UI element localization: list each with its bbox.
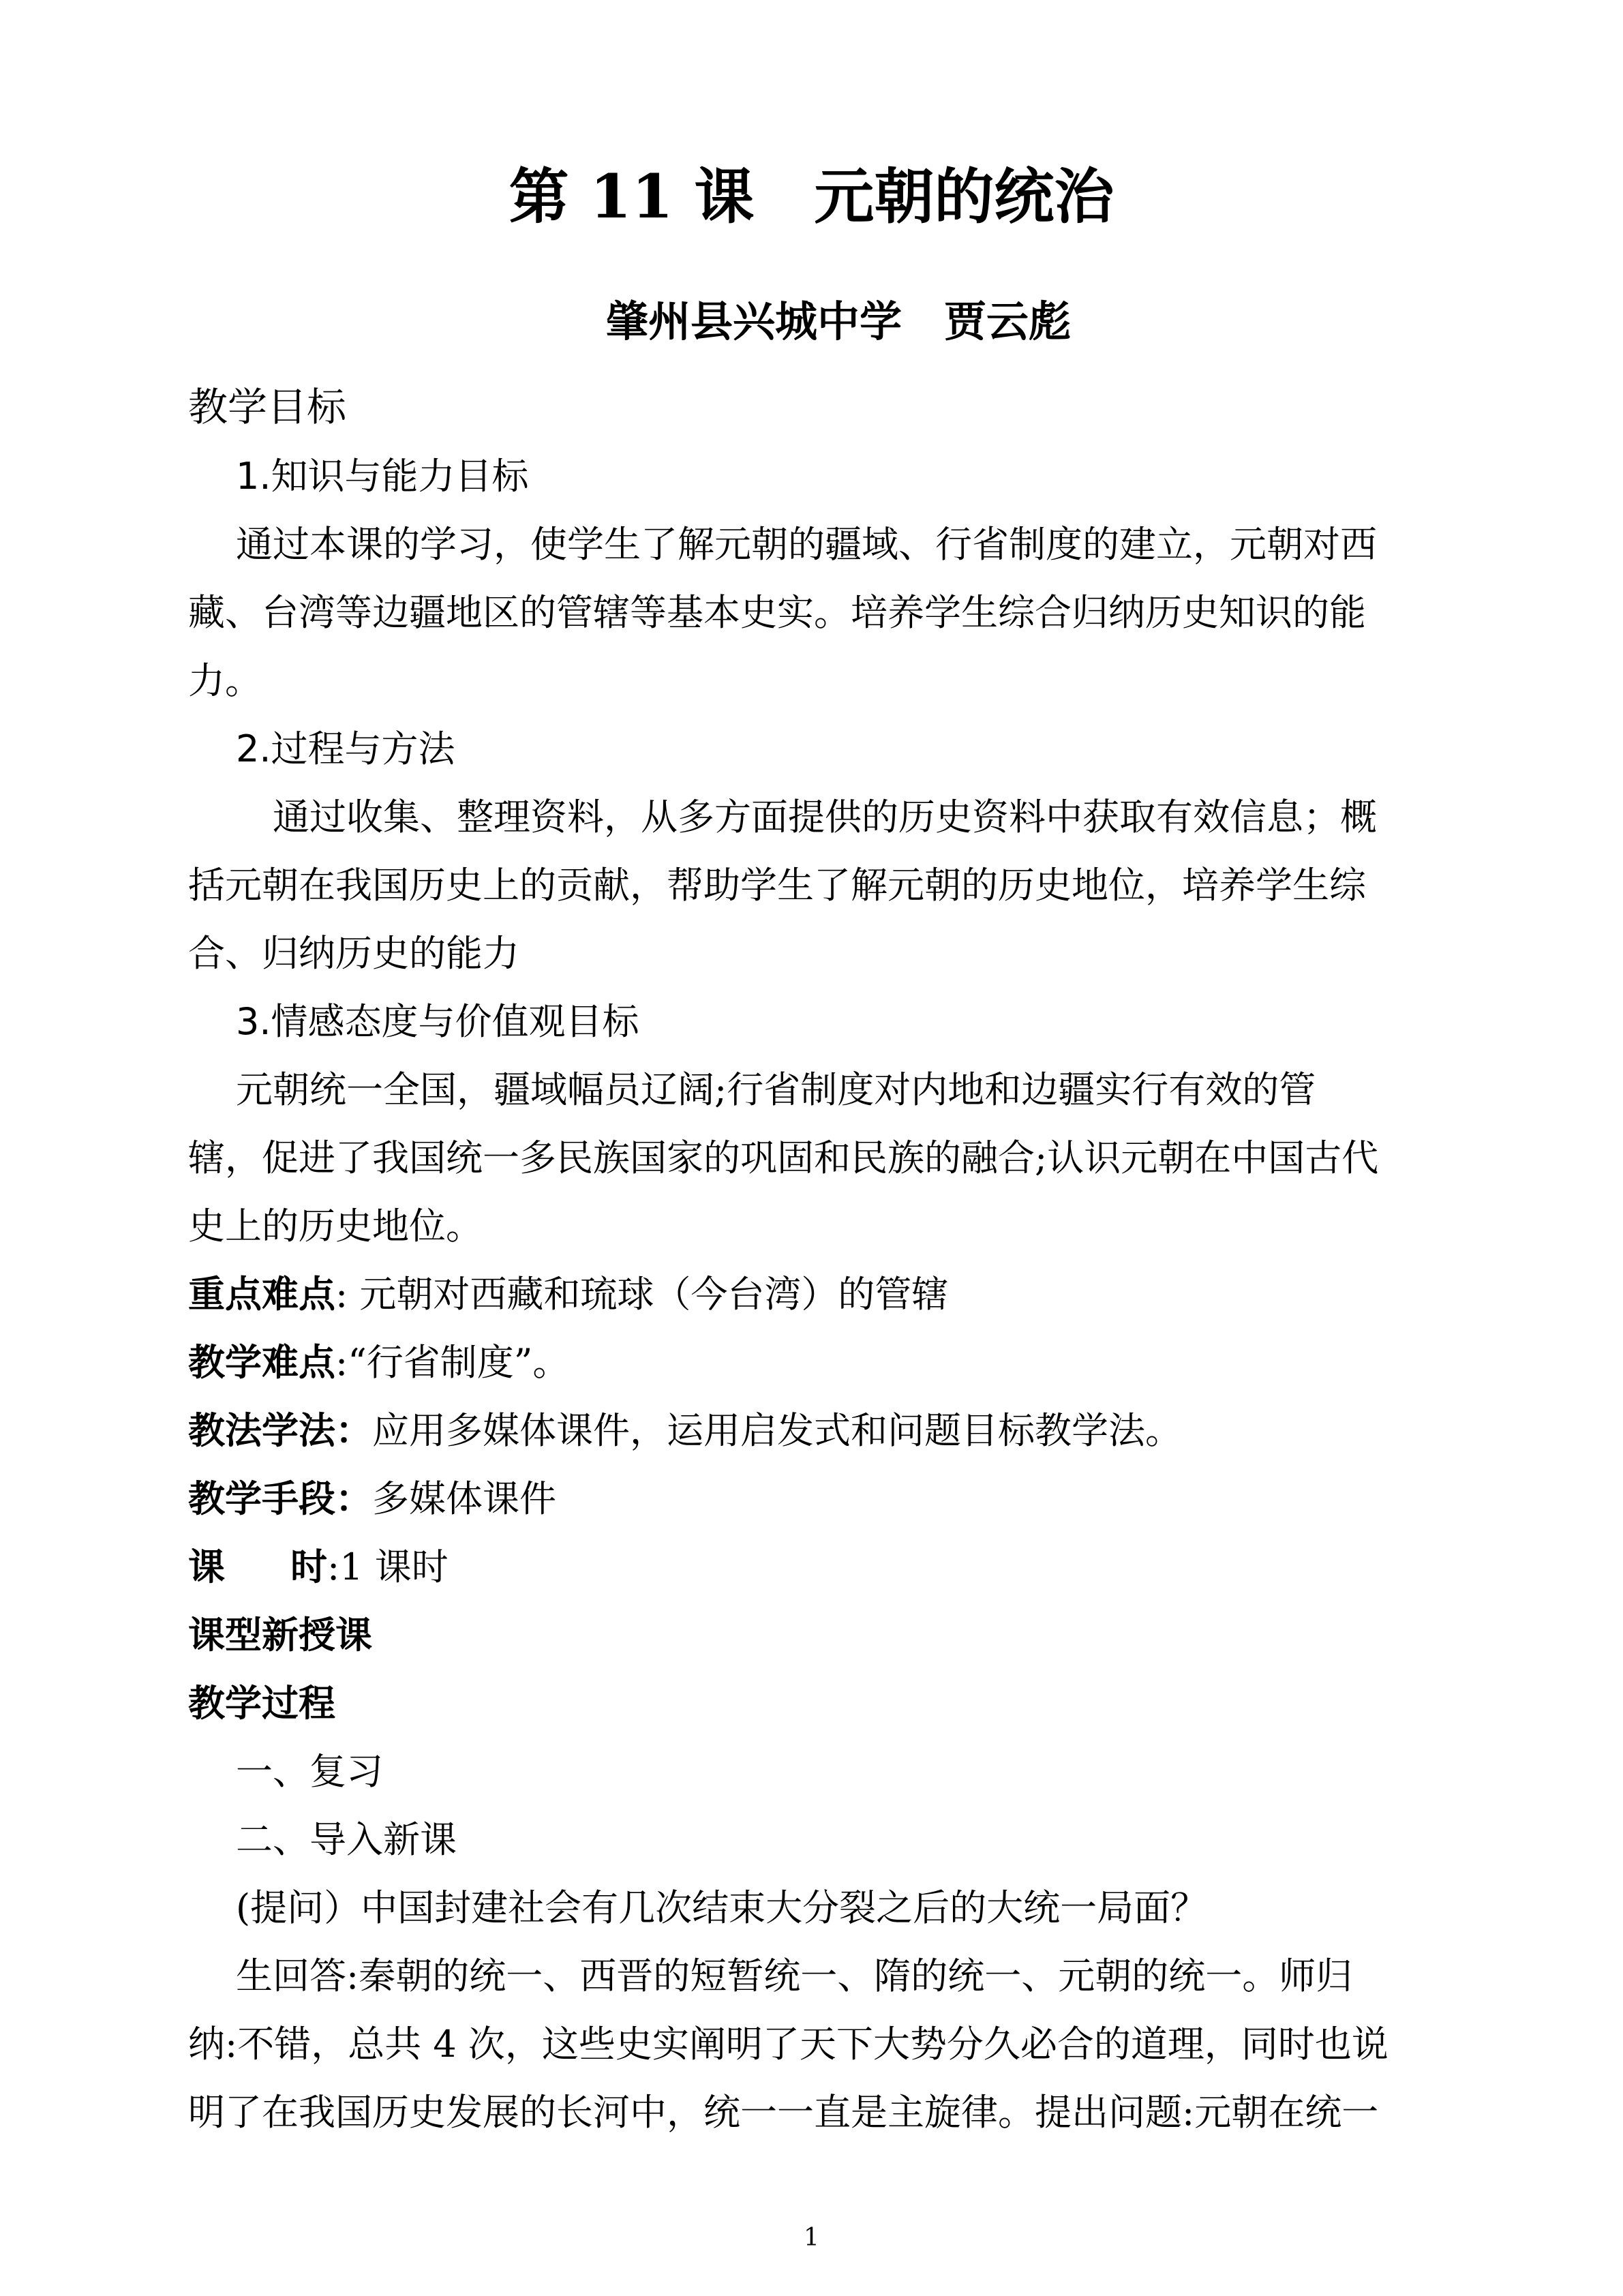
answer-text-line: 生回答:秦朝的统一、西晋的短暂统一、隋的统一、元朝的统一。师归 (236, 1954, 1353, 1997)
method-line (188, 1407, 1182, 1455)
difficulty-line (188, 1339, 569, 1387)
difficulty-label: 教学难点 (188, 1341, 335, 1384)
knowledge-text-line: 通过本课的学习，使学生了解元朝的疆域、行省制度的建立，元朝对西 (236, 523, 1377, 566)
difficulty-value: :“行省制度”。 (335, 1341, 570, 1384)
process-heading: 2.过程与方法 (236, 727, 455, 770)
answer-text-line: 明了在我国历史发展的长河中，统一一直是主旋律。提出问题:元朝在统一 (188, 2091, 1379, 2134)
emotion-text-line: 元朝统一全国，疆域幅员辽阔;行省制度对内地和边疆实行有效的管 (236, 1068, 1316, 1111)
process-text-line: 合、归纳历史的能力 (188, 932, 519, 975)
hours-line (188, 1543, 449, 1591)
means-line (188, 1475, 556, 1523)
method-label: 教法学法： (188, 1409, 372, 1452)
means-value: 多媒体课件 (372, 1477, 556, 1520)
hours-label-2: 时 (290, 1545, 327, 1588)
key-points-label: 重点难点 (188, 1273, 335, 1316)
emotion-heading: 3.情感态度与价值观目标 (236, 1000, 639, 1043)
key-points-line (188, 1271, 948, 1318)
author-line: 肇州县兴城中学 贾云彪 (605, 297, 1071, 346)
emotion-text-line: 辖，促进了我国统一多民族国家的巩固和民族的融合;认识元朝在中国古代 (188, 1136, 1379, 1179)
process-title: 教学过程 (188, 1682, 335, 1725)
method-value: 应用多媒体课件，运用启发式和问题目标教学法。 (372, 1409, 1182, 1452)
page-number: 1 (804, 2224, 819, 2252)
review-item: 一、复习 (236, 1750, 383, 1793)
answer-text-line: 纳:不错，总共 4 次，这些史实阐明了天下大势分久必合的道理，同时也说 (188, 2023, 1389, 2066)
intro-item: 二、导入新课 (236, 1818, 457, 1861)
lesson-type: 课型新授课 (188, 1614, 372, 1657)
hours-label-1: 课 (188, 1545, 225, 1588)
process-text-line: 通过收集、整理资料，从多方面提供的历史资料中获取有效信息；概 (273, 796, 1377, 839)
knowledge-heading: 1.知识与能力目标 (236, 455, 529, 498)
process-text-line: 括元朝在我国历史上的贡献，帮助学生了解元朝的历史地位，培养学生综 (188, 864, 1366, 907)
key-points-value: : 元朝对西藏和琉球（今台湾）的管辖 (335, 1273, 949, 1316)
lesson-title: 第 11 课 元朝的统治 (509, 161, 1114, 232)
emotion-text-line: 史上的历史地位。 (188, 1205, 483, 1248)
knowledge-text-line: 藏、台湾等边疆地区的管辖等基本史实。培养学生综合归纳历史知识的能 (188, 591, 1366, 634)
means-label: 教学手段： (188, 1477, 372, 1520)
objectives-heading: 教学目标 (188, 384, 347, 430)
question-line: (提问）中国封建社会有几次结束大分裂之后的大统一局面？ (236, 1886, 1208, 1929)
knowledge-text-line: 力。 (188, 659, 262, 702)
hours-value: :1 课时 (327, 1545, 449, 1588)
